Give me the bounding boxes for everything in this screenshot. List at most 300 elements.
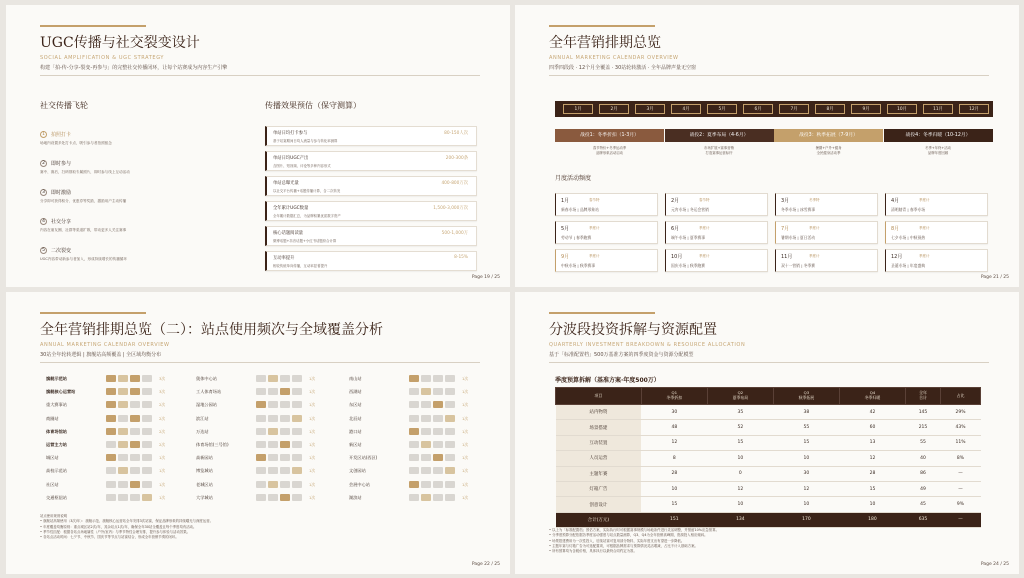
total-cell: —	[941, 512, 981, 527]
month-label: 5月	[561, 226, 570, 232]
table-cell: 9%	[941, 497, 981, 512]
step-description: 赛中、赛后，扫码领取专属照片，即时参与线上互动活动	[40, 170, 130, 174]
quarter-marker	[433, 415, 443, 422]
quarter-marker	[142, 481, 152, 488]
table-cell: 12	[707, 481, 773, 496]
note-line: • 各站点活动时间：七夕节、中秋节、国庆节等节点与站赛结合，形成全年营销节奏的闭环。	[40, 535, 179, 540]
quarter-marker	[409, 441, 419, 448]
estimate-value: 80-150人次	[444, 131, 468, 136]
site-name: 体育场馆(三号馆)	[196, 442, 229, 447]
table-cell: 145	[905, 405, 940, 420]
quarter-marker	[292, 467, 302, 474]
quarter-marker	[142, 494, 152, 501]
table-cell: 12	[839, 451, 905, 466]
quarter-marker	[421, 454, 431, 461]
month-label: 9月	[561, 254, 570, 260]
table-cell: 8%	[941, 451, 981, 466]
quarter-marker	[130, 401, 140, 408]
site-count: 2次	[159, 442, 166, 447]
table-total-row	[556, 512, 981, 527]
estimate-card	[265, 251, 477, 271]
slide-description: 基于「标准配置档」500万基准方案的四季度资金与资源分配模型	[549, 352, 694, 358]
site-name: 港口站	[349, 428, 362, 434]
estimate-value: 1,500-3,000万次	[433, 206, 468, 211]
estimate-card	[265, 126, 477, 146]
step-number: 5	[40, 247, 47, 254]
estimate-card	[265, 201, 477, 221]
quarter-marker	[130, 415, 140, 422]
step-name: 二次裂变	[51, 248, 72, 254]
month-cell: 3月	[635, 104, 665, 114]
slide-description: 构建「拍-传-分享-裂变-再参与」的完整社交传播闭环，让每个站赛成为内容生产引擎	[40, 65, 228, 71]
month-card	[555, 193, 658, 216]
quarter-marker	[268, 481, 278, 488]
quarter-marker	[142, 467, 152, 474]
table-row	[556, 481, 981, 496]
site-name: 东区站	[349, 402, 362, 408]
table-row	[556, 405, 981, 420]
site-count: 3次	[159, 376, 166, 381]
site-count: 1次	[309, 402, 316, 408]
step-name: 社交分享	[51, 219, 72, 225]
quarter-marker	[433, 441, 443, 448]
quarter-marker	[280, 401, 290, 408]
month-label: 8月	[891, 226, 900, 232]
note-line: • 所有预算均为含税价格，具体执行以最终合同约定为准。	[549, 549, 637, 554]
slide-subtitle: ANNUAL MARKETING CALENDAR OVERVIEW	[40, 342, 170, 348]
site-name: 高新园站	[196, 455, 213, 461]
quarter-marker	[280, 494, 290, 501]
site-count: 1次	[309, 494, 316, 500]
month-activity: 清明踏青 | 春季专场	[891, 207, 926, 212]
site-row	[46, 480, 186, 492]
month-card	[665, 221, 768, 244]
month-card	[775, 221, 878, 244]
quarter-marker	[256, 401, 266, 408]
quarter-marker	[421, 375, 431, 382]
estimate-name: 单站日均UGC产出	[273, 156, 309, 161]
site-row	[196, 440, 336, 452]
quarter-marker	[130, 454, 140, 461]
site-count: 1次	[462, 415, 469, 421]
month-tag: 春节特	[699, 198, 710, 202]
estimate-value: 500-1,000万	[441, 231, 468, 236]
month-activity: 中秋专场 | 秋季赛事	[561, 263, 596, 268]
site-count: 1次	[309, 468, 316, 474]
quarter-marker	[421, 401, 431, 408]
month-activity: 新春专场 | 品牌形象站	[561, 207, 599, 212]
site-name: 北辰站	[349, 415, 362, 421]
table-cell: 28	[641, 466, 707, 481]
step-description: UGC内容带动新参与者加入，形成持续增长的传播循环	[40, 257, 127, 261]
site-name: 工人体育场站	[196, 389, 222, 395]
quarter-marker	[421, 481, 431, 488]
quarter-marker	[118, 494, 128, 501]
estimate-name: 互动率提升	[273, 256, 295, 261]
table-row	[556, 435, 981, 450]
slide-subtitle: SOCIAL AMPLIFICATION & UGC STRATEGY	[40, 55, 165, 61]
month-card	[665, 249, 768, 272]
site-name: 开发区站(西区)	[349, 455, 378, 461]
quarter-marker	[445, 415, 455, 422]
site-name: 南山站	[349, 376, 362, 381]
quarter-marker	[409, 375, 419, 382]
quarter-marker	[268, 454, 278, 461]
phase-bar: 战役4：冬季归暖（10-12月）	[884, 129, 993, 142]
month-tag: 季度计	[919, 254, 930, 258]
estimate-card	[265, 151, 477, 171]
usage-notes	[40, 514, 213, 540]
flywheel-step	[40, 218, 230, 242]
estimate-description: 微博话题+抖音话题+小红书话题综合计算	[273, 239, 337, 243]
step-number: 4	[40, 218, 47, 225]
quarter-marker	[118, 415, 128, 422]
quarter-marker	[118, 481, 128, 488]
quarter-marker	[280, 481, 290, 488]
column-header: Q4 冬季归暖	[839, 388, 905, 405]
note-line: • 场景搭建费用为一次性投入，后续站赛可复用部分物料，实际年度支出有望进一步降低。	[549, 538, 685, 543]
row-label: 创意设计	[556, 497, 642, 512]
month-cell: 9月	[851, 104, 881, 114]
month-cell: 1月	[563, 104, 593, 114]
quarter-marker	[292, 494, 302, 501]
table-cell: 11%	[941, 435, 981, 450]
quarter-marker	[118, 454, 128, 461]
site-name: 文创园站	[349, 468, 366, 474]
site-count: 1次	[462, 442, 469, 447]
quarter-marker	[445, 481, 455, 488]
month-activity: 冬季专场 | 冰雪赛事	[781, 207, 816, 212]
site-row	[196, 374, 336, 386]
site-row	[349, 387, 489, 399]
quarter-marker	[445, 467, 455, 474]
title-accent-line	[40, 25, 146, 27]
site-row	[349, 400, 489, 412]
quarter-marker	[445, 388, 455, 395]
site-row	[196, 493, 336, 505]
table-cell: 15	[773, 435, 839, 450]
month-activity: 圣诞专场 | 年度盛典	[891, 263, 926, 268]
site-row	[349, 374, 489, 386]
month-cell: 7月	[779, 104, 809, 114]
step-name: 即时参与	[51, 161, 72, 167]
quarter-marker	[421, 388, 431, 395]
quarter-marker	[118, 375, 128, 382]
site-row	[46, 400, 186, 412]
month-card	[885, 221, 988, 244]
quarter-marker	[118, 401, 128, 408]
quarter-marker	[445, 494, 455, 501]
table-cell: 15	[839, 481, 905, 496]
quarter-marker	[292, 454, 302, 461]
month-tag: 季度计	[699, 254, 710, 258]
table-cell: 15	[707, 435, 773, 450]
table-cell: 40	[905, 451, 940, 466]
table-cell: 30	[641, 405, 707, 420]
estimate-name: 全年累计UGC数量	[273, 206, 309, 211]
quarter-marker	[280, 454, 290, 461]
quarter-marker	[421, 467, 431, 474]
site-count: 1次	[462, 402, 469, 408]
month-label: 2月	[671, 198, 680, 204]
quarter-marker	[433, 375, 443, 382]
table-cell: 215	[905, 420, 940, 435]
quarter-marker	[118, 428, 128, 435]
slide-ugc-strategy	[6, 5, 510, 287]
estimate-name: 单站日均打卡参与	[273, 131, 308, 136]
table-cell: 49	[905, 481, 940, 496]
quarter-marker	[142, 401, 152, 408]
table-row	[556, 497, 981, 512]
month-label: 10月	[671, 254, 683, 260]
quarter-marker	[106, 375, 116, 382]
site-name: 奥体中心站	[196, 376, 217, 381]
quarter-marker	[106, 441, 116, 448]
quarter-marker	[292, 375, 302, 382]
month-label: 1月	[561, 198, 570, 204]
site-row	[349, 427, 489, 439]
step-number: 3	[40, 189, 47, 196]
divider	[40, 362, 480, 363]
quarter-marker	[280, 467, 290, 474]
month-card	[775, 193, 878, 216]
estimate-name: 核心话题阅读量	[273, 231, 304, 236]
estimate-heading: 传播效果预估（保守测算）	[265, 101, 361, 110]
site-row	[349, 466, 489, 478]
month-activity: 端午专场 | 夏季赛事	[671, 235, 706, 240]
site-name: 新区站	[349, 442, 362, 447]
month-cell: 11月	[923, 104, 953, 114]
total-cell: 170	[773, 512, 839, 527]
site-row	[196, 387, 336, 399]
site-name: 体育场馆站	[46, 428, 67, 434]
site-count: 1次	[462, 468, 469, 474]
quarter-marker	[130, 388, 140, 395]
table-cell: 38	[773, 405, 839, 420]
site-name: 重大赛事站	[46, 402, 67, 408]
column-header: Q3 秋季拓展	[773, 388, 839, 405]
table-cell: 10	[839, 497, 905, 512]
page-number: Page 19 / 25	[471, 275, 500, 280]
quarter-marker	[130, 481, 140, 488]
site-count: 2次	[159, 428, 166, 434]
quarter-marker	[409, 388, 419, 395]
slide-title: 全年营销排期总览	[549, 35, 661, 51]
site-count: 1次	[309, 376, 316, 381]
site-count: 1次	[309, 389, 316, 395]
quarter-marker	[433, 401, 443, 408]
estimate-description: 基于站赛期间日均人流量与参与转化率测算	[273, 139, 338, 143]
phase-note: 春节特价+冬季运动季 品牌形象活动启动	[592, 146, 627, 155]
flywheel-step	[40, 131, 230, 155]
table-header-row	[556, 388, 981, 405]
site-count: 2次	[159, 402, 166, 408]
month-cell: 10月	[887, 104, 917, 114]
quarter-marker	[256, 388, 266, 395]
quarter-marker	[256, 375, 266, 382]
table-cell: 12	[773, 481, 839, 496]
estimate-value: 8-15%	[454, 255, 468, 260]
estimate-value: 400-800万次	[441, 181, 468, 186]
notes-title: 站点使用规则说明	[40, 514, 68, 518]
note-line: • 分季度预算分配依据各季度活动强度与站点数量测算，Q3、Q4为全年营销高峰期，资源投入相应倾斜。	[549, 533, 708, 538]
column-header: Q2 夏季布局	[707, 388, 773, 405]
divider	[549, 75, 989, 76]
site-name: 湖滨站	[349, 494, 362, 500]
month-tag: 季度计	[809, 226, 820, 230]
quarter-marker	[268, 441, 278, 448]
month-label: 12月	[891, 254, 903, 260]
table-cell: 10	[707, 497, 773, 512]
column-header: Q1 冬季折扣	[641, 388, 707, 405]
quarter-marker	[409, 454, 419, 461]
site-row	[46, 387, 186, 399]
site-name: 老城区站	[196, 481, 213, 487]
slide-title: UGC传播与社交裂变设计	[40, 35, 200, 51]
site-row	[196, 453, 336, 465]
quarter-marker	[292, 415, 302, 422]
month-tag: 季度计	[919, 198, 930, 202]
site-name: 旗舰核心运营站	[46, 389, 76, 395]
quarter-marker	[445, 454, 455, 461]
table-row	[556, 466, 981, 481]
quarter-marker	[280, 388, 290, 395]
table-cell: 30	[773, 466, 839, 481]
month-label: 6月	[671, 226, 680, 232]
quarter-marker	[118, 467, 128, 474]
table-cell: —	[941, 466, 981, 481]
quarter-marker	[409, 494, 419, 501]
flywheel-step	[40, 160, 230, 184]
site-name: 旗舰示范站	[46, 376, 67, 381]
monthly-heading: 月度活动频度	[555, 175, 592, 182]
table-cell: 10	[707, 451, 773, 466]
budget-notes	[549, 528, 719, 554]
quarter-marker	[280, 428, 290, 435]
table-cell: 29%	[941, 405, 981, 420]
quarter-marker	[421, 441, 431, 448]
table-cell: 10	[773, 497, 839, 512]
month-label: 4月	[891, 198, 900, 204]
site-count: 1次	[462, 428, 469, 434]
quarter-marker	[106, 467, 116, 474]
total-cell: 180	[839, 512, 905, 527]
slide-description: 四季四段段 · 12个月全覆盖 · 30站轮转激活 · 全年品牌声量无空窗	[549, 65, 697, 71]
quarter-marker	[292, 401, 302, 408]
column-header: 项目	[556, 388, 642, 405]
site-count: 1次	[462, 376, 469, 381]
site-name: 城区站	[46, 455, 59, 461]
site-row	[46, 493, 186, 505]
quarter-marker	[445, 428, 455, 435]
quarter-marker	[106, 481, 116, 488]
quarter-marker	[268, 494, 278, 501]
quarter-marker	[409, 428, 419, 435]
divider	[549, 362, 989, 363]
phase-note: 冬季+年终+活动 品牌年度回顾	[924, 146, 952, 155]
quarter-marker	[268, 415, 278, 422]
site-count: 1次	[309, 415, 316, 421]
phase-note: 市场扩展+赛事营销 打造赛事运营标杆	[704, 146, 734, 155]
step-description: 分享即可获得积分、优惠券等奖励，激励用户主动传播	[40, 199, 127, 203]
quarter-marker	[433, 388, 443, 395]
quarter-marker	[130, 375, 140, 382]
site-row	[46, 440, 186, 452]
site-row	[349, 414, 489, 426]
column-header: 全年 合计	[905, 388, 940, 405]
note-line: • 季节性匹配：根据各站点场地属性（户外/室内）与季节特性合理安排，提升参与体验与活动效果。	[40, 529, 191, 534]
site-row	[46, 374, 186, 386]
month-card	[885, 249, 988, 272]
quarter-marker	[256, 481, 266, 488]
phase-bar: 战役2：夏季布局（4-6月）	[665, 129, 774, 142]
site-name: 高校示范站	[46, 468, 67, 474]
month-tag: 季度计	[809, 254, 820, 258]
site-row	[349, 440, 489, 452]
table-cell: 28	[839, 466, 905, 481]
month-card	[665, 193, 768, 216]
page-number: Page 21 / 25	[980, 275, 1009, 280]
flywheel-step	[40, 189, 230, 213]
quarter-marker	[106, 388, 116, 395]
month-cell: 5月	[707, 104, 737, 114]
site-count: 1次	[462, 389, 469, 395]
month-cell: 2月	[599, 104, 629, 114]
step-number: 2	[40, 160, 47, 167]
site-row	[196, 400, 336, 412]
step-name: 拍照打卡	[51, 132, 72, 138]
month-tag: 季度计	[919, 226, 930, 230]
site-count: 1次	[159, 481, 166, 487]
table-cell: 86	[905, 466, 940, 481]
row-label: 场景搭建	[556, 420, 642, 435]
quarter-marker	[118, 441, 128, 448]
quarter-marker	[421, 415, 431, 422]
quarter-marker	[142, 388, 152, 395]
total-cell: 134	[707, 512, 773, 527]
month-timeline	[555, 101, 993, 117]
site-count: 3次	[159, 389, 166, 395]
page-number: Page 22 / 25	[471, 562, 500, 567]
row-label: 灯箱广告	[556, 481, 642, 496]
flywheel-step	[40, 247, 230, 271]
site-row	[196, 466, 336, 478]
quarter-marker	[409, 467, 419, 474]
slide-description: 30站全年轮转逻辑 | 旗舰站高频覆盖 | 全区域均衡分布	[40, 352, 162, 358]
table-cell: 35	[707, 405, 773, 420]
site-name: 商圈站	[46, 415, 59, 421]
quarter-marker	[130, 428, 140, 435]
quarter-marker	[142, 454, 152, 461]
quarter-marker	[268, 401, 278, 408]
site-name: 博览城站	[196, 468, 213, 474]
site-name: 滨江站	[196, 415, 209, 421]
slide-subtitle: QUARTERLY INVESTMENT BREAKDOWN & RESOURCE ALLOCATION	[549, 342, 746, 348]
quarter-marker	[256, 441, 266, 448]
column-header: 占比	[941, 388, 981, 405]
quarter-marker	[106, 415, 116, 422]
note-line: • 旗舰站高频使用（3次/年）：旗舰示范、旗舰核心运营站全年安排3次站赛，保证品牌形象的持续曝光与深度运营。	[40, 519, 213, 524]
table-cell: 15	[641, 497, 707, 512]
month-activity: 七夕专场 | 中秋预热	[891, 235, 926, 240]
table-cell: 60	[839, 420, 905, 435]
site-row	[196, 427, 336, 439]
table-cell: 55	[905, 435, 940, 450]
quarter-marker	[256, 415, 266, 422]
table-row	[556, 420, 981, 435]
quarter-marker	[280, 375, 290, 382]
site-row	[196, 480, 336, 492]
